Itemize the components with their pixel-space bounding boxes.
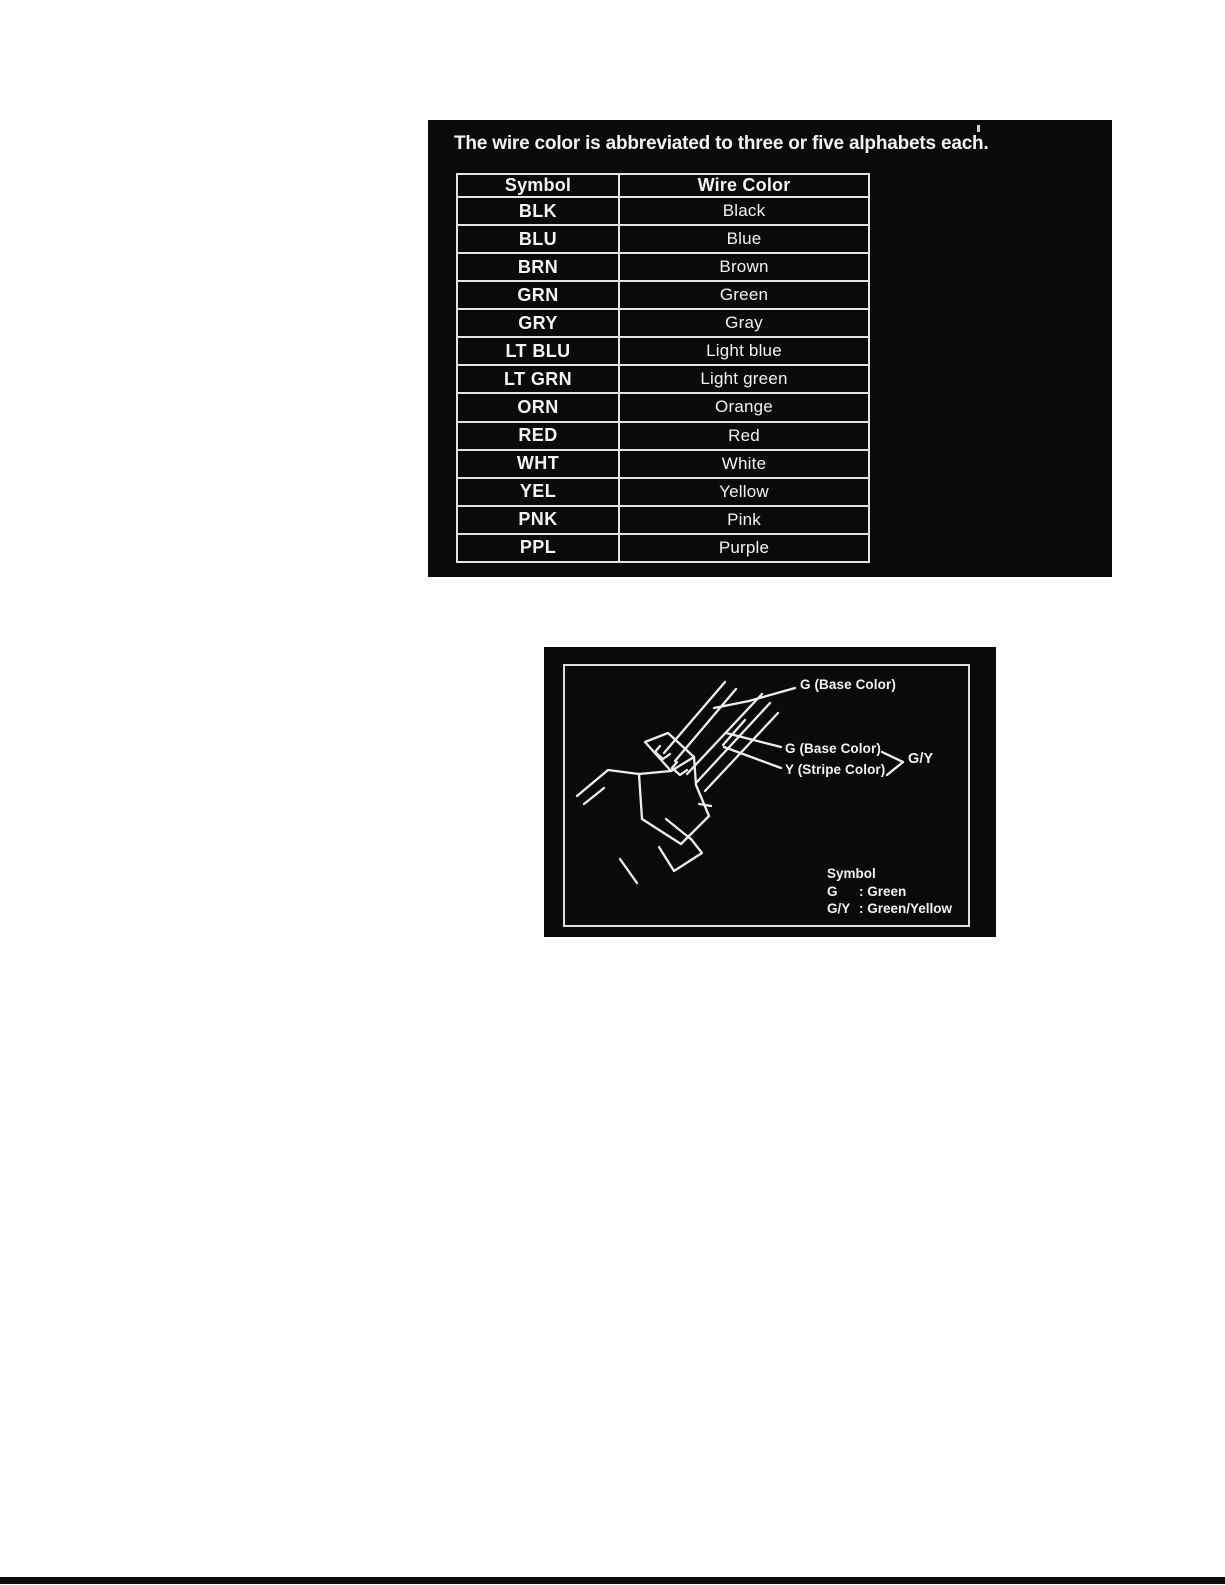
table-row (457, 253, 869, 281)
table-row (457, 309, 869, 337)
symbol-legend (827, 865, 952, 918)
wire-color-table (456, 173, 870, 563)
connector-boot (620, 839, 702, 883)
symbol-cell: WHT (457, 450, 619, 478)
table-header-row (457, 174, 869, 197)
wire-color-table-body (457, 197, 869, 562)
wire-color-cell: Red (619, 422, 869, 450)
wire-color-cell: Blue (619, 225, 869, 253)
wire-color-cell: White (619, 450, 869, 478)
page-bottom-scan-bar (0, 1577, 1225, 1584)
table-row (457, 506, 869, 534)
table-row (457, 365, 869, 393)
legend-symbol-gy: G/Y (827, 901, 851, 916)
legend-title: Symbol (827, 866, 876, 881)
symbol-cell: BLK (457, 197, 619, 225)
base-color-label: G (Base Color) (785, 741, 881, 756)
scan-artifact-dot (977, 125, 980, 132)
wire-color-cell: Gray (619, 309, 869, 337)
stripe-color-diagram-panel (544, 647, 996, 937)
table-row (457, 534, 869, 562)
wire-color-cell: Yellow (619, 478, 869, 506)
combined-symbol-label: G/Y (908, 751, 934, 767)
symbol-cell: BLU (457, 225, 619, 253)
wire-g (664, 682, 736, 761)
table-row (457, 478, 869, 506)
connector-housing (577, 733, 711, 844)
table-row (457, 225, 869, 253)
wire-color-cell: Green (619, 281, 869, 309)
stripe-color-label: Y (Stripe Color) (785, 762, 886, 777)
symbol-cell: PNK (457, 506, 619, 534)
table-row (457, 422, 869, 450)
legend-entry-green-yellow (827, 900, 952, 918)
wire-color-cell: Brown (619, 253, 869, 281)
wire-color-cell: Purple (619, 534, 869, 562)
legend-meaning-green-yellow: : Green/Yellow (859, 901, 953, 916)
symbol-column-header: Symbol (457, 174, 619, 197)
table-row (457, 281, 869, 309)
table-row (457, 197, 869, 225)
wire-color-abbreviation-panel (428, 120, 1112, 577)
legend-meaning-green: : Green (859, 883, 907, 899)
table-row (457, 393, 869, 421)
symbol-cell: RED (457, 422, 619, 450)
symbol-cell: BRN (457, 253, 619, 281)
wire-color-cell: Light green (619, 365, 869, 393)
legend-entry-green (827, 883, 952, 901)
legend-symbol-g: G (827, 883, 838, 899)
table-row (457, 337, 869, 365)
symbol-cell: GRN (457, 281, 619, 309)
symbol-cell: PPL (457, 534, 619, 562)
symbol-cell: LT GRN (457, 365, 619, 393)
symbol-cell: GRY (457, 309, 619, 337)
intro-text: The wire color is abbreviated to three or five alphabets each. (454, 133, 989, 154)
table-row (457, 450, 869, 478)
wire-color-cell: Pink (619, 506, 869, 534)
symbol-cell: LT BLU (457, 337, 619, 365)
wire-color-cell: Light blue (619, 337, 869, 365)
symbol-cell: ORN (457, 393, 619, 421)
symbol-cell: YEL (457, 478, 619, 506)
wire-color-cell: Black (619, 197, 869, 225)
base-color-label-top: G (Base Color) (800, 677, 896, 692)
wire-color-column-header: Wire Color (619, 174, 869, 197)
wire-color-cell: Orange (619, 393, 869, 421)
